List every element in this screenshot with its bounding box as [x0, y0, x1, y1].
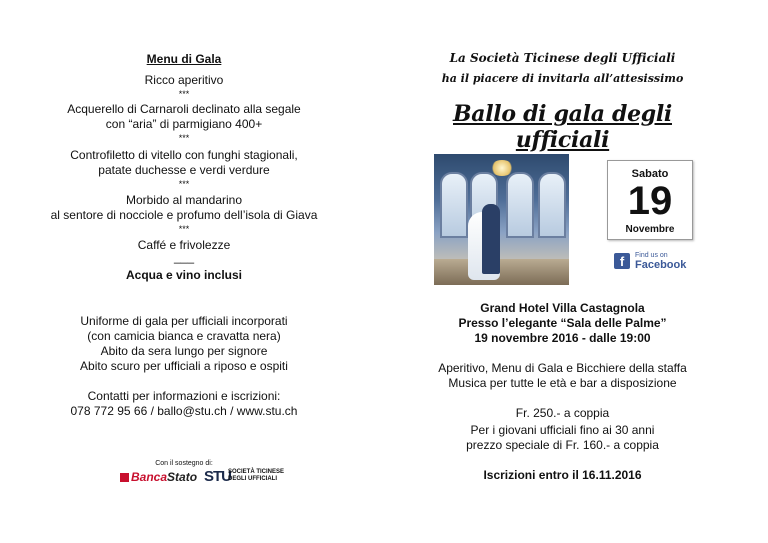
- invite-line2: ha il piacere di invitarla all’attesissimo: [441, 72, 684, 85]
- facebook-find-label: Find us on: [635, 252, 668, 259]
- menu-separator: ***: [178, 89, 190, 99]
- menu-item: patate duchesse e verdi verdure: [98, 163, 270, 177]
- sponsor-label: Con il sostegno di:: [155, 460, 213, 467]
- menu-separator: ***: [178, 133, 190, 143]
- facebook-name: Facebook: [635, 259, 687, 271]
- bancastato-mark-icon: [120, 473, 129, 482]
- stu-logo: STU SOCIETÀ TICINESE DEGLI UFFICIALI: [204, 468, 285, 485]
- menu-item: al sentore di nocciole e profumo dell’isola di Giava: [50, 208, 318, 222]
- menu-title: Menu di Gala: [146, 52, 222, 66]
- menu-item: Morbido al mandarino: [125, 193, 243, 207]
- program-line: Aperitivo, Menu di Gala e Bicchiere della staffa: [438, 361, 687, 375]
- venue-date: 19 novembre 2016 - dalle 19:00: [474, 331, 651, 345]
- program-line: Musica per tutte le età e bar a disposizione: [448, 376, 677, 390]
- bancastato-logo: BancaStato: [120, 470, 197, 486]
- event-title: Ballo di gala degli ufficiali: [453, 101, 672, 153]
- venue-name: Grand Hotel Villa Castagnola: [480, 301, 645, 315]
- dress-code-line: Abito scuro per ufficiali a riposo e ospiti: [80, 359, 288, 373]
- menu-item: Ricco aperitivo: [144, 73, 224, 87]
- price-young: prezzo speciale di Fr. 160.- a coppia: [466, 438, 659, 452]
- calendar-date: 19: [627, 179, 673, 223]
- menu-item: Acquerello di Carnaroli declinato alla segale: [67, 102, 301, 116]
- dress-code-line: (con camicia bianca e cravatta nera): [87, 329, 281, 343]
- calendar-day: Sabato: [631, 168, 669, 180]
- menu-separator: ***: [178, 179, 190, 189]
- menu-item: Controfiletto di vitello con funghi stagionali,: [70, 148, 298, 162]
- menu-divider: ___: [173, 250, 195, 264]
- venue-hall: Presso l’elegante “Sala delle Palme”: [458, 316, 667, 330]
- facebook-icon: f: [614, 253, 630, 269]
- ballroom-painting: [434, 154, 569, 285]
- menu-item: con “aria” di parmigiano 400+: [105, 117, 263, 131]
- menu-separator: ***: [178, 224, 190, 234]
- dancer-officer: [482, 204, 500, 274]
- menu-item: Caffé e frivolezze: [137, 238, 231, 252]
- price-couple: Fr. 250.- a coppia: [515, 406, 610, 420]
- calendar-month: Novembre: [625, 224, 675, 235]
- price-young: Per i giovani ufficiali fino ai 30 anni: [470, 423, 655, 437]
- calendar-badge: [607, 160, 693, 240]
- facebook-badge[interactable]: [614, 252, 686, 270]
- invite-line1: La Società Ticinese degli Ufficiali: [449, 51, 676, 65]
- contacts-line[interactable]: 078 772 95 66 / ballo@stu.ch / www.stu.ch: [70, 404, 298, 418]
- registration-deadline: Iscrizioni entro il 16.11.2016: [483, 468, 642, 482]
- menu-included: Acqua e vino inclusi: [125, 268, 243, 282]
- contacts-title: Contatti per informazioni e iscrizioni:: [87, 389, 281, 403]
- dress-code-line: Uniforme di gala per ufficiali incorporati: [80, 314, 288, 328]
- dress-code-line: Abito da sera lungo per signore: [100, 344, 268, 358]
